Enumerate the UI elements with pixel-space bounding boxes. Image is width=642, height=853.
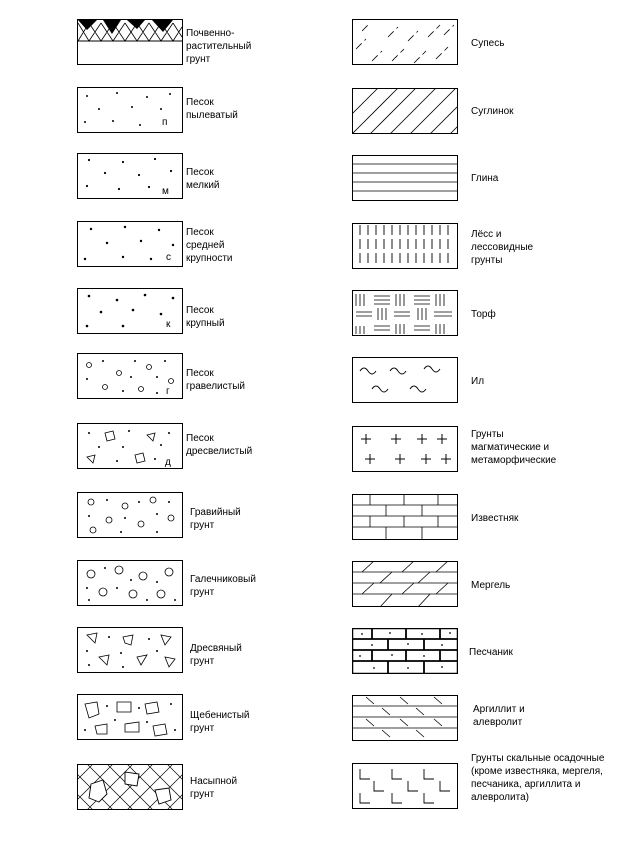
- swatch-dusty-sand: [77, 87, 183, 133]
- medium-sand-letter: с: [166, 252, 171, 263]
- swatch-clay: [352, 155, 458, 201]
- label-igneous: Грунты магматические и метаморфические: [471, 429, 557, 466]
- swatch-grus: [77, 627, 183, 673]
- medium-sand-pattern: [77, 221, 183, 267]
- fine-sand-pattern: [77, 153, 183, 199]
- label-dusty-sand: Песок пылеватый: [186, 97, 238, 121]
- swatch-loess: [352, 223, 458, 269]
- label-coarse-sand: Песок крупный: [186, 305, 225, 329]
- dusty-sand-pattern: [77, 87, 183, 133]
- fill-pattern: [77, 764, 183, 810]
- dusty-sand-letter: п: [162, 117, 168, 128]
- label-medium-sand: Песок средней крупности: [186, 227, 233, 264]
- swatch-sedimentary-rock: [352, 763, 458, 809]
- gravelly-sand-letter: г: [166, 386, 170, 397]
- label-pebble: Галечниковый грунт: [190, 574, 256, 598]
- fine-sand-letter: м: [162, 186, 169, 197]
- swatch-gravel: [77, 492, 183, 538]
- peat-pattern: [352, 290, 458, 336]
- rubble-pattern: [77, 694, 183, 740]
- silt-pattern: [352, 357, 458, 403]
- label-marl: Мергель: [471, 580, 511, 591]
- label-loam: Суглинок: [471, 106, 514, 117]
- swatch-pebble: [77, 560, 183, 606]
- swatch-gravelly-sand: [77, 353, 183, 399]
- label-fill: Насыпной грунт: [190, 776, 238, 800]
- label-grus: Дресвяный грунт: [190, 643, 242, 667]
- limestone-pattern: [352, 494, 458, 540]
- loam-pattern: [352, 88, 458, 134]
- label-grus-sand: Песок дресвелистый: [186, 433, 253, 457]
- loess-pattern: [352, 223, 458, 269]
- sedimentary-rock-pattern: [352, 763, 458, 809]
- pebble-pattern: [77, 560, 183, 606]
- label-peat: Торф: [471, 309, 496, 320]
- label-soil: Почвенно- растительный грунт: [186, 28, 252, 65]
- label-limestone: Известняк: [471, 513, 519, 524]
- label-sandy-loam: Супесь: [471, 38, 505, 49]
- igneous-pattern: [352, 426, 458, 472]
- label-gravelly-sand: Песок гравелистый: [186, 368, 245, 392]
- swatch-argillite: [352, 695, 458, 741]
- sandy-loam-pattern: [352, 19, 458, 65]
- grus-sand-letter: д: [165, 457, 171, 468]
- swatch-silt: [352, 357, 458, 403]
- sandstone-pattern: [352, 628, 458, 674]
- swatch-limestone: [352, 494, 458, 540]
- coarse-sand-pattern: [77, 288, 183, 334]
- swatch-sandstone: [352, 628, 458, 674]
- label-gravel: Гравийный грунт: [190, 507, 241, 531]
- label-fine-sand: Песок мелкий: [186, 167, 220, 191]
- gravelly-sand-pattern: [77, 353, 183, 399]
- label-sandstone: Песчаник: [469, 647, 513, 658]
- swatch-coarse-sand: [77, 288, 183, 334]
- label-clay: Глина: [471, 173, 499, 184]
- label-sedimentary-rock: Грунты скальные осадочные (кроме известняка, мергеля, песчаника, аргиллита и алевролита): [471, 753, 605, 803]
- swatch-peat: [352, 290, 458, 336]
- grus-pattern: [77, 627, 183, 673]
- gravel-pattern: [77, 492, 183, 538]
- label-argillite: Аргиллит и алевролит: [473, 704, 525, 728]
- swatch-medium-sand: [77, 221, 183, 267]
- swatch-loam: [352, 88, 458, 134]
- label-loess: Лёсс и лессовидные грунты: [471, 229, 534, 266]
- swatch-rubble: [77, 694, 183, 740]
- grus-sand-pattern: [77, 423, 183, 469]
- clay-pattern: [352, 155, 458, 201]
- coarse-sand-letter: к: [166, 319, 171, 330]
- swatch-igneous: [352, 426, 458, 472]
- swatch-fill: [77, 764, 183, 810]
- swatch-marl: [352, 561, 458, 607]
- soil-pattern: [77, 19, 183, 65]
- swatch-grus-sand: [77, 423, 183, 469]
- marl-pattern: [352, 561, 458, 607]
- label-rubble: Щебенистый грунт: [190, 710, 250, 734]
- swatch-sandy-loam: [352, 19, 458, 65]
- swatch-fine-sand: [77, 153, 183, 199]
- label-silt: Ил: [471, 376, 485, 387]
- argillite-pattern: [352, 695, 458, 741]
- swatch-soil: [77, 19, 183, 65]
